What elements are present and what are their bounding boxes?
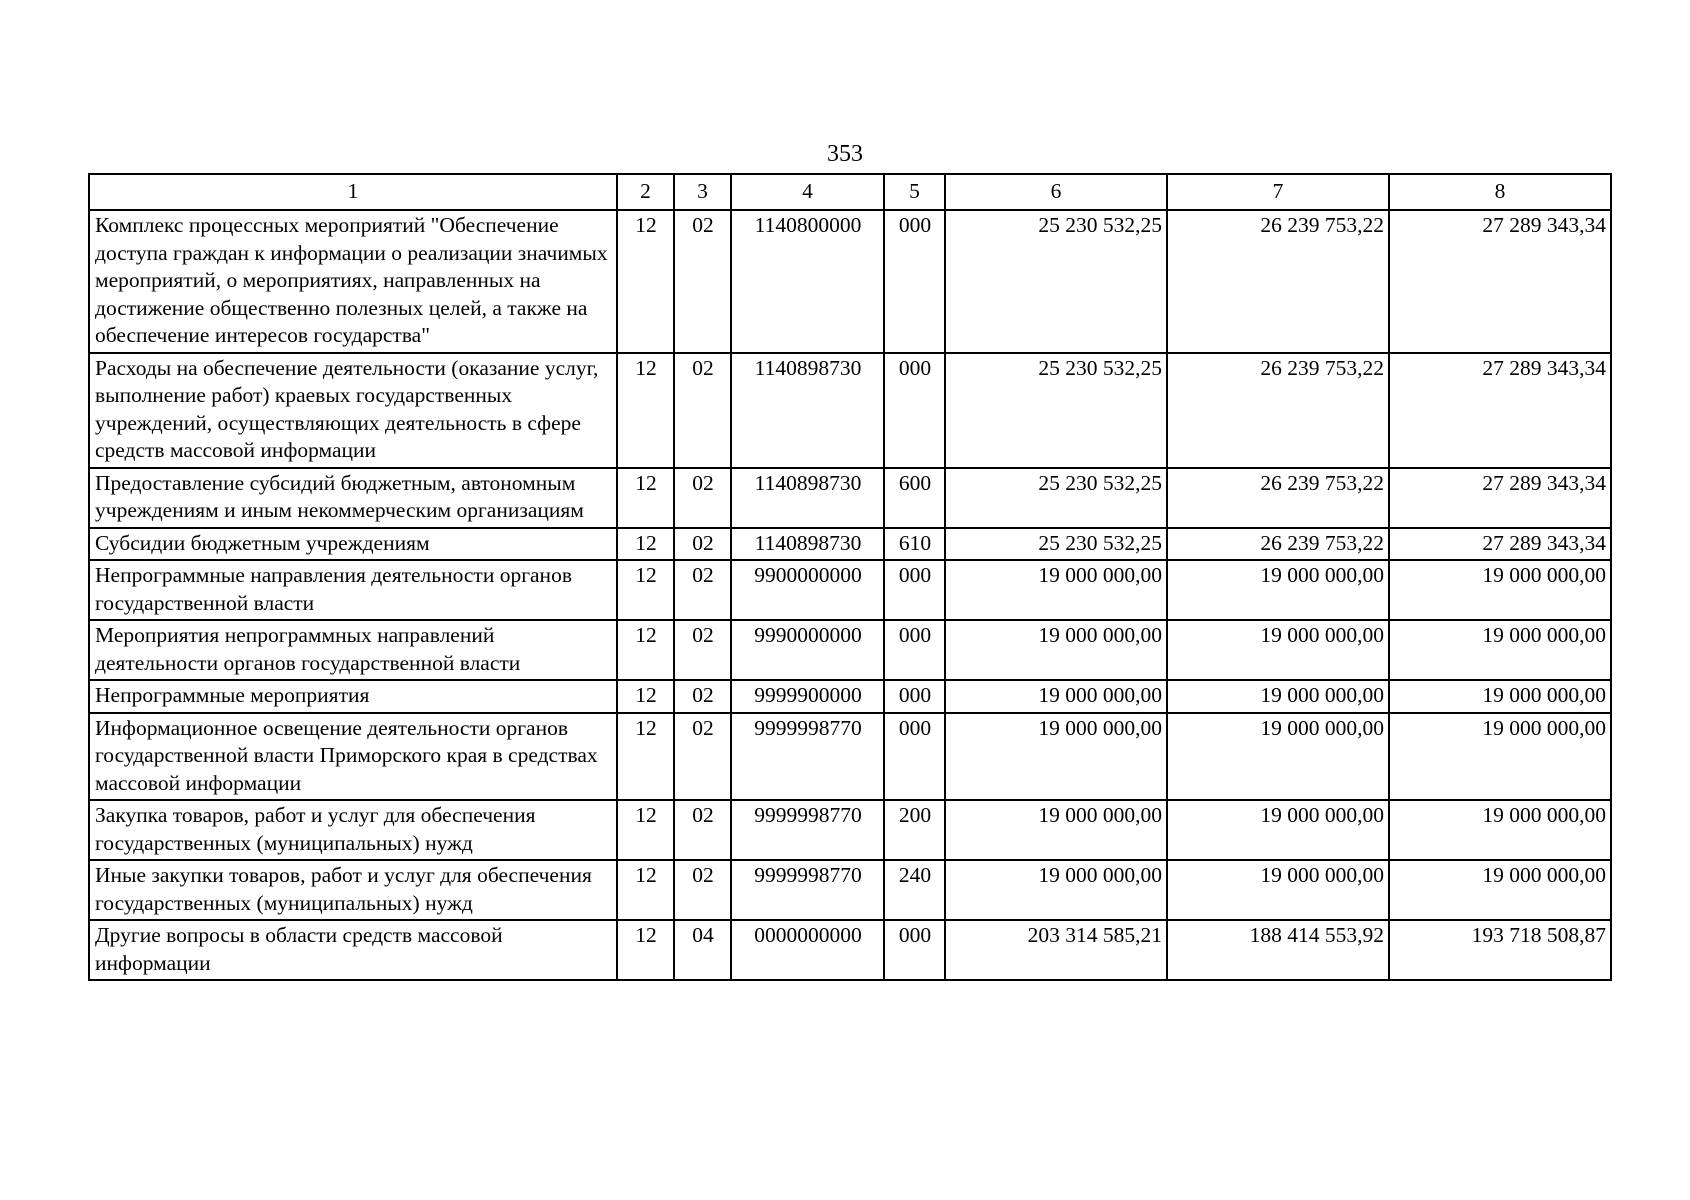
row-sum-2: 19 000 000,00 (1167, 620, 1389, 680)
row-sum-1: 25 230 532,25 (945, 210, 1167, 353)
row-pr: 02 (674, 560, 731, 620)
table-row (89, 800, 1611, 860)
row-vr: 000 (884, 560, 945, 620)
row-name: Закупка товаров, работ и услуг для обеспечения государственных (муниципальных) нужд (89, 800, 617, 860)
row-pr: 04 (674, 920, 731, 980)
row-sum-1: 203 314 585,21 (945, 920, 1167, 980)
row-sum-2: 26 239 753,22 (1167, 353, 1389, 468)
row-sum-1: 19 000 000,00 (945, 560, 1167, 620)
row-pr: 02 (674, 800, 731, 860)
row-sum-2: 26 239 753,22 (1167, 468, 1389, 528)
row-sum-3: 27 289 343,34 (1389, 468, 1611, 528)
row-sum-1: 19 000 000,00 (945, 620, 1167, 680)
row-csr: 9990000000 (731, 620, 884, 680)
row-sum-2: 19 000 000,00 (1167, 680, 1389, 713)
row-sum-3: 27 289 343,34 (1389, 528, 1611, 561)
row-sum-3: 19 000 000,00 (1389, 800, 1611, 860)
row-rz: 12 (617, 353, 674, 468)
row-pr: 02 (674, 860, 731, 920)
header-col-5: 5 (884, 174, 945, 210)
row-sum-1: 25 230 532,25 (945, 528, 1167, 561)
row-vr: 600 (884, 468, 945, 528)
row-name: Субсидии бюджетным учреждениям (89, 528, 617, 561)
row-vr: 610 (884, 528, 945, 561)
row-rz: 12 (617, 713, 674, 801)
row-rz: 12 (617, 800, 674, 860)
header-col-6: 6 (945, 174, 1167, 210)
row-sum-1: 25 230 532,25 (945, 353, 1167, 468)
row-sum-3: 19 000 000,00 (1389, 620, 1611, 680)
row-rz: 12 (617, 528, 674, 561)
row-name: Другие вопросы в области средств массовой информации (89, 920, 617, 980)
header-col-4: 4 (731, 174, 884, 210)
row-csr: 1140898730 (731, 353, 884, 468)
row-csr: 9999900000 (731, 680, 884, 713)
row-csr: 1140898730 (731, 528, 884, 561)
row-sum-1: 19 000 000,00 (945, 860, 1167, 920)
row-sum-3: 19 000 000,00 (1389, 560, 1611, 620)
row-sum-2: 26 239 753,22 (1167, 210, 1389, 353)
header-col-1: 1 (89, 174, 617, 210)
row-vr: 000 (884, 920, 945, 980)
row-csr: 9999998770 (731, 860, 884, 920)
row-name: Непрограммные направления деятельности органов государственной власти (89, 560, 617, 620)
row-pr: 02 (674, 528, 731, 561)
table-row (89, 210, 1611, 353)
row-csr: 9999998770 (731, 800, 884, 860)
row-name: Иные закупки товаров, работ и услуг для обеспечения государственных (муниципальных) нужд (89, 860, 617, 920)
row-rz: 12 (617, 210, 674, 353)
table-row (89, 713, 1611, 801)
row-sum-1: 19 000 000,00 (945, 713, 1167, 801)
row-rz: 12 (617, 620, 674, 680)
page-number: 353 (827, 141, 863, 167)
row-sum-3: 193 718 508,87 (1389, 920, 1611, 980)
row-pr: 02 (674, 620, 731, 680)
row-name: Информационное освещение деятельности органов государственной власти Приморского края в средствах массовой информации (89, 713, 617, 801)
row-rz: 12 (617, 560, 674, 620)
row-rz: 12 (617, 680, 674, 713)
row-csr: 0000000000 (731, 920, 884, 980)
row-sum-2: 19 000 000,00 (1167, 713, 1389, 801)
row-sum-2: 19 000 000,00 (1167, 560, 1389, 620)
row-vr: 240 (884, 860, 945, 920)
row-sum-1: 25 230 532,25 (945, 468, 1167, 528)
row-rz: 12 (617, 860, 674, 920)
table-row (89, 353, 1611, 468)
row-name: Расходы на обеспечение деятельности (оказание услуг, выполнение работ) краевых государственных учреждений, осуществляющих деятельность в сфере средств массовой информации (89, 353, 617, 468)
row-csr: 1140898730 (731, 468, 884, 528)
row-pr: 02 (674, 468, 731, 528)
row-sum-1: 19 000 000,00 (945, 800, 1167, 860)
row-sum-3: 19 000 000,00 (1389, 713, 1611, 801)
row-vr: 000 (884, 713, 945, 801)
row-rz: 12 (617, 468, 674, 528)
row-csr: 9999998770 (731, 713, 884, 801)
header-col-3: 3 (674, 174, 731, 210)
row-vr: 000 (884, 210, 945, 353)
header-col-2: 2 (617, 174, 674, 210)
row-sum-3: 27 289 343,34 (1389, 210, 1611, 353)
row-pr: 02 (674, 353, 731, 468)
row-name: Предоставление субсидий бюджетным, автономным учреждениям и иным некоммерческим организациям (89, 468, 617, 528)
row-vr: 000 (884, 680, 945, 713)
row-sum-2: 19 000 000,00 (1167, 800, 1389, 860)
row-name: Комплекс процессных мероприятий "Обеспечение доступа граждан к информации о реализации значимых мероприятий, о мероприятиях, направленных на достижение общественно полезных целей, а также на обеспечение интересов государства" (89, 210, 617, 353)
row-vr: 000 (884, 353, 945, 468)
table-row (89, 528, 1611, 561)
row-csr: 1140800000 (731, 210, 884, 353)
budget-table (88, 173, 1612, 981)
header-col-8: 8 (1389, 174, 1611, 210)
header-row (89, 174, 1611, 210)
header-col-7: 7 (1167, 174, 1389, 210)
table-row (89, 680, 1611, 713)
table-row (89, 620, 1611, 680)
row-sum-2: 188 414 553,92 (1167, 920, 1389, 980)
row-sum-2: 19 000 000,00 (1167, 860, 1389, 920)
row-sum-3: 27 289 343,34 (1389, 353, 1611, 468)
row-pr: 02 (674, 713, 731, 801)
table-row (89, 468, 1611, 528)
row-sum-2: 26 239 753,22 (1167, 528, 1389, 561)
row-sum-1: 19 000 000,00 (945, 680, 1167, 713)
row-rz: 12 (617, 920, 674, 980)
row-sum-3: 19 000 000,00 (1389, 860, 1611, 920)
table-row (89, 920, 1611, 980)
row-vr: 000 (884, 620, 945, 680)
table-row (89, 860, 1611, 920)
row-csr: 9900000000 (731, 560, 884, 620)
row-vr: 200 (884, 800, 945, 860)
row-sum-3: 19 000 000,00 (1389, 680, 1611, 713)
row-name: Непрограммные мероприятия (89, 680, 617, 713)
row-name: Мероприятия непрограммных направлений деятельности органов государственной власти (89, 620, 617, 680)
row-pr: 02 (674, 680, 731, 713)
table-row (89, 560, 1611, 620)
row-pr: 02 (674, 210, 731, 353)
